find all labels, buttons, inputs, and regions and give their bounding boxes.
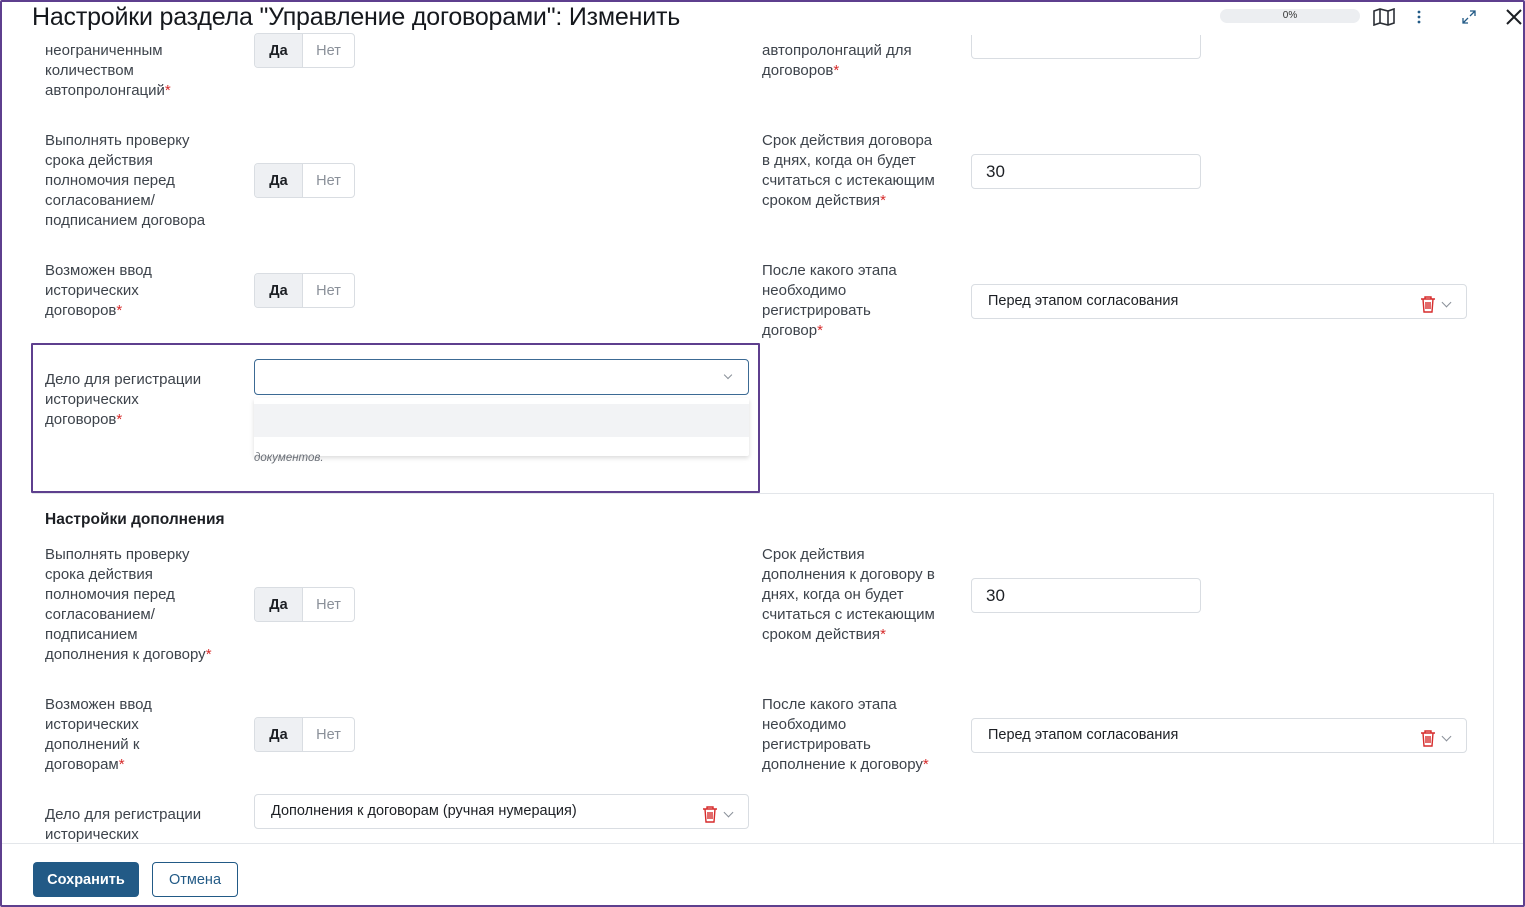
toggle-unlimited-prolong[interactable] <box>254 33 355 68</box>
chevron-down-icon[interactable] <box>1442 732 1452 742</box>
dropdown-option[interactable] <box>254 404 749 437</box>
toggle-no[interactable]: Нет <box>316 42 341 59</box>
section-title-addendum: Настройки дополнения <box>45 511 225 528</box>
toggle-yes[interactable]: Да <box>255 588 303 621</box>
trash-icon[interactable] <box>1420 293 1436 326</box>
label-addendum-historical-case: Дело для регистрации исторических <box>45 806 202 843</box>
label-historical-input: Возможен ввод исторических договоров* <box>45 262 152 319</box>
toggle-yes[interactable]: Да <box>255 34 303 67</box>
field-hint: документов. <box>254 452 324 464</box>
toggle-no[interactable]: Нет <box>316 726 341 743</box>
label-register-stage: После какого этапа необходимо регистрировать договор* <box>762 262 897 339</box>
dropdown-list <box>254 398 749 456</box>
chevron-down-icon[interactable] <box>724 808 734 818</box>
prolong-count-input[interactable] <box>971 35 1201 59</box>
save-button[interactable]: Сохранить <box>33 862 139 897</box>
chevron-down-icon[interactable] <box>1442 298 1452 308</box>
label-check-validity: Выполнять проверку срока действия полномочия перед согласованием/ подписанием договора <box>45 132 206 229</box>
label-expiring-days: Срок действия договора в днях, когда он будет считаться с истекающим сроком действия* <box>762 132 935 209</box>
toggle-historical-input[interactable] <box>254 273 355 308</box>
label-unlimited-prolong: неограниченным количеством автопролонгаций* <box>45 42 171 99</box>
label-prolong-count: автопролонгаций для договоров* <box>762 42 912 79</box>
label-addendum-historical-input: Возможен ввод исторических дополнений к договорам* <box>45 696 152 773</box>
chevron-down-icon[interactable] <box>724 371 732 379</box>
progress-bar: 0% <box>1220 9 1360 23</box>
expand-icon[interactable] <box>1458 5 1480 29</box>
toggle-no[interactable]: Нет <box>316 282 341 299</box>
section-border <box>1493 493 1494 843</box>
cancel-button[interactable]: Отмена <box>152 862 238 897</box>
addendum-historical-case-select[interactable] <box>254 794 749 829</box>
close-icon[interactable] <box>1503 5 1525 29</box>
select-value: Перед этапом согласования <box>988 293 1179 309</box>
label-historical-case: Дело для регистрации исторических договоров* <box>45 371 202 428</box>
trash-icon[interactable] <box>1420 727 1436 760</box>
toggle-check-validity[interactable] <box>254 163 355 198</box>
dialog-title: Настройки раздела "Управление договорами": Изменить <box>32 3 681 31</box>
select-value: Дополнения к договорам (ручная нумерация) <box>271 803 577 819</box>
toggle-yes[interactable]: Да <box>255 274 303 307</box>
addendum-expiring-days-input[interactable]: 30 <box>971 578 1201 613</box>
toggle-no[interactable]: Нет <box>316 172 341 189</box>
label-addendum-expiring-days: Срок действия дополнения к договору в днях, когда он будет считаться с истекающим сроком действия* <box>762 546 935 643</box>
select-value: Перед этапом согласования <box>988 727 1179 743</box>
toggle-addendum-historical-input[interactable] <box>254 717 355 752</box>
register-stage-select[interactable] <box>971 284 1467 319</box>
label-addendum-check-validity: Выполнять проверку срока действия полномочия перед согласованием/ подписанием дополнения к договору* <box>45 546 212 663</box>
trash-icon[interactable] <box>702 803 718 836</box>
historical-case-select[interactable] <box>254 359 749 395</box>
toggle-no[interactable]: Нет <box>316 596 341 613</box>
toggle-addendum-check-validity[interactable] <box>254 587 355 622</box>
section-divider <box>32 493 1494 494</box>
more-vertical-icon[interactable] <box>1410 5 1428 29</box>
toggle-yes[interactable]: Да <box>255 164 303 197</box>
label-addendum-register-stage: После какого этапа необходимо регистрировать дополнение к договору* <box>762 696 929 773</box>
addendum-register-stage-select[interactable] <box>971 718 1467 753</box>
map-icon[interactable] <box>1372 5 1396 29</box>
expiring-days-input[interactable]: 30 <box>971 154 1201 189</box>
toggle-yes[interactable]: Да <box>255 718 303 751</box>
